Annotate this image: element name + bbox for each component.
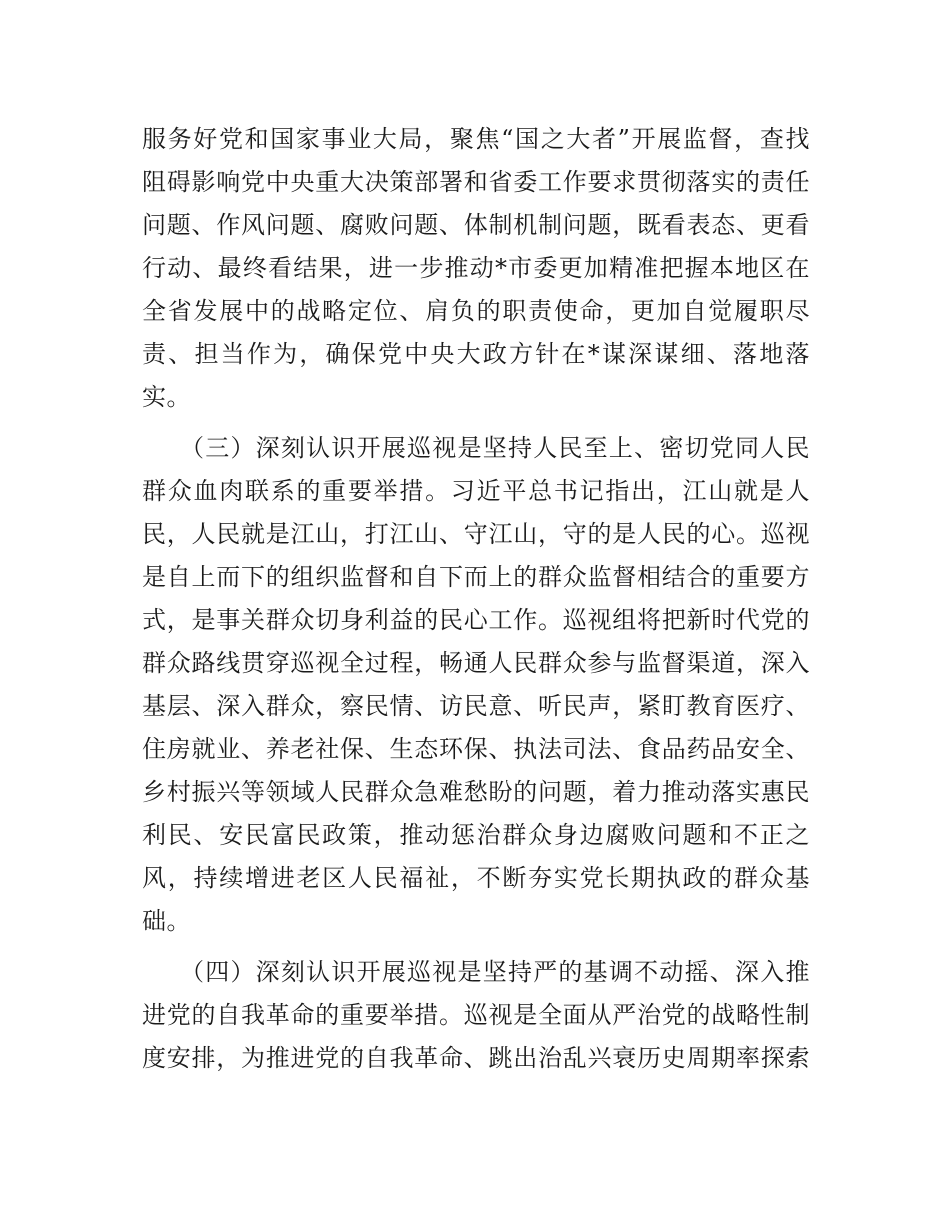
- text-line: 全省发展中的战略定位、肩负的职责使命，更加自觉履职尽: [142, 297, 810, 325]
- text-line: 服务好党和国家事业大局，聚焦“国之大者”开展监督，查找: [142, 125, 810, 153]
- text-line: 群众血肉联系的重要举措。习近平总书记指出，江山就是人: [142, 477, 810, 505]
- text-line: 乡村振兴等领域人民群众急难愁盼的问题，着力推动落实惠民: [142, 778, 810, 806]
- text-line: 基层、深入群众，察民情、访民意、听民声，紧盯教育医疗、: [142, 692, 810, 720]
- paragraph-heading-line: （四）深刻认识开展巡视是坚持严的基调不动摇、深入推: [180, 958, 810, 986]
- text-line: 础。: [142, 907, 191, 935]
- text-line: 住房就业、养老社保、生态环保、执法司法、食品药品安全、: [142, 735, 810, 763]
- text-line: 阻碍影响党中央重大决策部署和省委工作要求贯彻落实的责任: [142, 168, 810, 196]
- paragraph-heading-line: （三）深刻认识开展巡视是坚持人民至上、密切党同人民: [180, 434, 810, 462]
- text-line: 实。: [142, 383, 191, 411]
- text-line: 责、担当作为，确保党中央大政方针在*谋深谋细、落地落: [142, 340, 810, 368]
- text-line: 行动、最终看结果，进一步推动*市委更加精准把握本地区在: [142, 254, 810, 282]
- text-line: 问题、作风问题、腐败问题、体制机制问题，既看表态、更看: [142, 211, 810, 239]
- text-line: 群众路线贯穿巡视全过程，畅通人民群众参与监督渠道，深入: [142, 649, 810, 677]
- text-line: 式，是事关群众切身利益的民心工作。巡视组将把新时代党的: [142, 606, 810, 634]
- text-line: 是自上而下的组织监督和自下而上的群众监督相结合的重要方: [142, 563, 810, 591]
- text-line: 利民、安民富民政策，推动惩治群众身边腐败问题和不正之: [142, 821, 810, 849]
- text-line: 进党的自我革命的重要举措。巡视是全面从严治党的战略性制: [142, 1001, 810, 1029]
- text-line: 度安排，为推进党的自我革命、跳出治乱兴衰历史周期率探索: [142, 1044, 810, 1072]
- text-line: 民，人民就是江山，打江山、守江山，守的是人民的心。巡视: [142, 520, 810, 548]
- text-line: 风，持续增进老区人民福祉，不断夯实党长期执政的群众基: [142, 864, 810, 892]
